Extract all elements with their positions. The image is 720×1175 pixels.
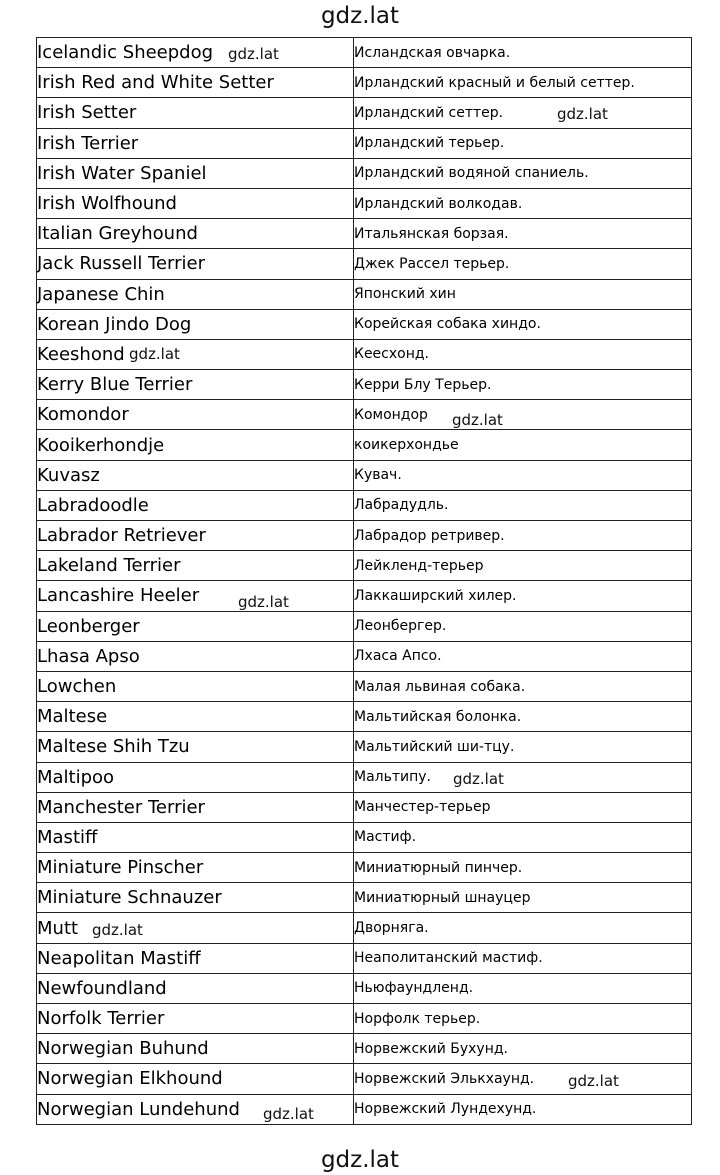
breed-russian: Ньюфаундленд. xyxy=(354,973,692,1003)
watermark: gdz.lat xyxy=(452,411,503,429)
breed-russian: Лабрадудль. xyxy=(354,490,692,520)
breed-russian: Норвежский Бухунд. xyxy=(354,1034,692,1064)
breed-russian: Норфолк терьер. xyxy=(354,1004,692,1034)
breed-russian: Керри Блу Терьер. xyxy=(354,370,692,400)
breed-english: Irish Setter xyxy=(37,98,354,128)
table-row xyxy=(37,219,692,249)
breed-russian: Дворняга. xyxy=(354,913,692,943)
breed-english: Irish Red and White Setter xyxy=(37,68,354,98)
breed-russian: Кеесхонд. xyxy=(354,339,692,369)
table-row xyxy=(37,641,692,671)
table-row xyxy=(37,309,692,339)
breed-english: Norwegian Elkhound xyxy=(37,1064,354,1094)
breed-english: Kooikerhondje xyxy=(37,430,354,460)
table-row xyxy=(37,732,692,762)
table-row xyxy=(37,973,692,1003)
breed-russian: Ирландский сеттер. xyxy=(354,98,692,128)
breed-russian: Корейская собака хиндо. xyxy=(354,309,692,339)
breed-russian: Мастиф. xyxy=(354,822,692,852)
breed-russian: Джек Рассел терьер. xyxy=(354,249,692,279)
breed-english: Lakeland Terrier xyxy=(37,551,354,581)
breed-english: Lancashire Heeler xyxy=(37,581,354,611)
breed-russian: коикерхондье xyxy=(354,430,692,460)
breed-russian: Неаполитанский мастиф. xyxy=(354,943,692,973)
table-row xyxy=(37,883,692,913)
breed-russian: Норвежский Элькхаунд. xyxy=(354,1064,692,1094)
watermark: gdz.lat xyxy=(557,105,608,123)
breed-english: Mutt xyxy=(37,913,354,943)
breed-english: Leonberger xyxy=(37,611,354,641)
table-row xyxy=(37,943,692,973)
table-row xyxy=(37,551,692,581)
breed-english: Italian Greyhound xyxy=(37,219,354,249)
breed-russian: Исландская овчарка. xyxy=(354,38,692,68)
breed-russian: Миниатюрный шнауцер xyxy=(354,883,692,913)
breed-english: Jack Russell Terrier xyxy=(37,249,354,279)
breed-english: Maltese xyxy=(37,702,354,732)
breed-english: Korean Jindo Dog xyxy=(37,309,354,339)
breed-english: Komondor xyxy=(37,400,354,430)
table-row xyxy=(37,671,692,701)
table-row xyxy=(37,460,692,490)
site-footer: gdz.lat xyxy=(320,1147,400,1173)
table-row xyxy=(37,68,692,98)
breed-russian: Ирландский водяной спаниель. xyxy=(354,158,692,188)
breed-english: Norwegian Buhund xyxy=(37,1034,354,1064)
table-body xyxy=(37,38,692,1125)
watermark: gdz.lat xyxy=(453,770,504,788)
breed-russian: Японский хин xyxy=(354,279,692,309)
breed-english: Keeshond xyxy=(37,339,354,369)
watermark: gdz.lat xyxy=(129,345,180,363)
breed-russian: Лаккаширский хилер. xyxy=(354,581,692,611)
breed-russian: Итальянская борзая. xyxy=(354,219,692,249)
breed-english: Kuvasz xyxy=(37,460,354,490)
table-row xyxy=(37,521,692,551)
breed-russian: Мальтипу. xyxy=(354,762,692,792)
breed-russian: Лабрадор ретривер. xyxy=(354,521,692,551)
site-header: gdz.lat xyxy=(320,3,400,29)
table-row xyxy=(37,38,692,68)
breed-english: Irish Water Spaniel xyxy=(37,158,354,188)
breed-russian: Ирландский терьер. xyxy=(354,128,692,158)
breed-english: Miniature Pinscher xyxy=(37,853,354,883)
table-row xyxy=(37,1034,692,1064)
watermark: gdz.lat xyxy=(568,1072,619,1090)
breed-russian: Миниатюрный пинчер. xyxy=(354,853,692,883)
table-row xyxy=(37,158,692,188)
table-row xyxy=(37,490,692,520)
table-row xyxy=(37,581,692,611)
watermark: gdz.lat xyxy=(263,1105,314,1123)
breed-english: Miniature Schnauzer xyxy=(37,883,354,913)
breed-english: Kerry Blue Terrier xyxy=(37,370,354,400)
breed-english: Japanese Chin xyxy=(37,279,354,309)
table-row xyxy=(37,430,692,460)
breed-russian: Кувач. xyxy=(354,460,692,490)
table-row xyxy=(37,1004,692,1034)
table-row xyxy=(37,188,692,218)
breed-russian: Мальтийский ши-тцу. xyxy=(354,732,692,762)
table-row xyxy=(37,1094,692,1124)
table-row xyxy=(37,611,692,641)
breed-english: Newfoundland xyxy=(37,973,354,1003)
breed-english: Maltipoo xyxy=(37,762,354,792)
table-row xyxy=(37,822,692,852)
watermark: gdz.lat xyxy=(92,921,143,939)
breed-english: Irish Terrier xyxy=(37,128,354,158)
table-row xyxy=(37,128,692,158)
breed-russian: Малая львиная собака. xyxy=(354,671,692,701)
table-row xyxy=(37,792,692,822)
table-row xyxy=(37,853,692,883)
breed-english: Manchester Terrier xyxy=(37,792,354,822)
breed-english: Maltese Shih Tzu xyxy=(37,732,354,762)
breed-english: Neapolitan Mastiff xyxy=(37,943,354,973)
table-row xyxy=(37,249,692,279)
breed-russian: Манчестер-терьер xyxy=(354,792,692,822)
breed-russian: Лейкленд-терьер xyxy=(354,551,692,581)
breed-russian: Комондор xyxy=(354,400,692,430)
watermark: gdz.lat xyxy=(228,45,279,63)
breed-russian: Мальтийская болонка. xyxy=(354,702,692,732)
breed-russian: Ирландский волкодав. xyxy=(354,188,692,218)
table-row xyxy=(37,370,692,400)
breed-english: Labradoodle xyxy=(37,490,354,520)
dog-breeds-table xyxy=(36,37,692,1125)
breed-english: Norfolk Terrier xyxy=(37,1004,354,1034)
breed-english: Mastiff xyxy=(37,822,354,852)
breed-english: Labrador Retriever xyxy=(37,521,354,551)
table-row xyxy=(37,702,692,732)
breed-russian: Лхаса Апсо. xyxy=(354,641,692,671)
table-row xyxy=(37,400,692,430)
breed-english: Lowchen xyxy=(37,671,354,701)
breed-english: Irish Wolfhound xyxy=(37,188,354,218)
watermark: gdz.lat xyxy=(238,593,289,611)
table-row xyxy=(37,762,692,792)
breed-english: Lhasa Apso xyxy=(37,641,354,671)
breed-russian: Норвежский Лундехунд. xyxy=(354,1094,692,1124)
breed-russian: Ирландский красный и белый сеттер. xyxy=(354,68,692,98)
breed-english: Icelandic Sheepdog xyxy=(37,38,354,68)
breed-english: Norwegian Lundehund xyxy=(37,1094,354,1124)
table-row xyxy=(37,279,692,309)
breed-russian: Леонбергер. xyxy=(354,611,692,641)
